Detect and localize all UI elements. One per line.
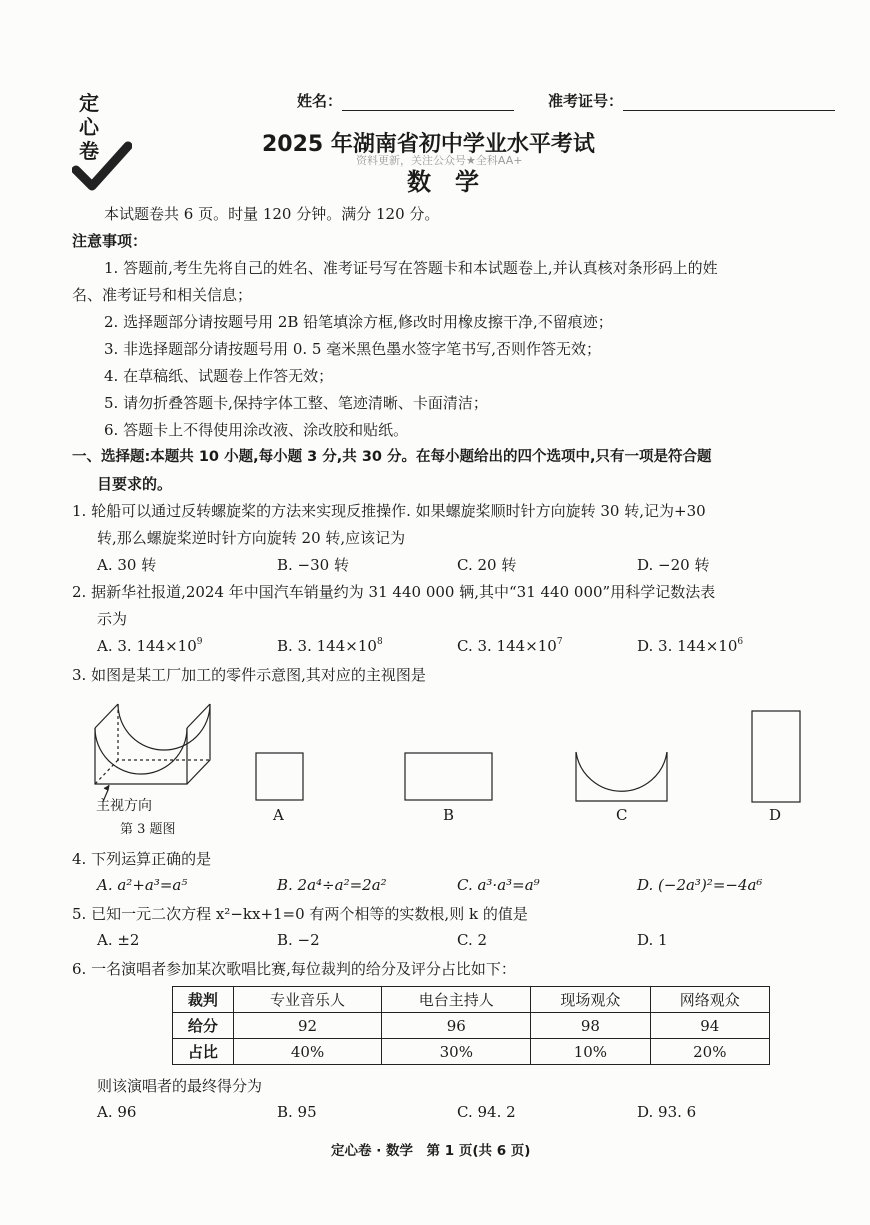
- table-cell: 占比: [173, 1039, 234, 1065]
- option-text: A. 3. 144×10: [97, 637, 197, 655]
- direction-label: 主视方向: [96, 798, 152, 814]
- name-label: 姓名：: [297, 92, 343, 110]
- table-cell: 98: [531, 1013, 650, 1039]
- option-b[interactable]: B. 95: [277, 1103, 317, 1121]
- table-cell: 20%: [650, 1039, 769, 1065]
- question-2-cont: 示为: [97, 610, 128, 628]
- option-d[interactable]: [637, 637, 743, 655]
- watermark: 资料更新，关注公众号★全科AA+: [356, 154, 523, 167]
- name-field[interactable]: [297, 90, 514, 111]
- figure-option-c[interactable]: C: [616, 806, 628, 824]
- option-d[interactable]: D. 1: [637, 931, 668, 949]
- table-cell: 92: [233, 1013, 382, 1039]
- option-exponent: 9: [196, 637, 203, 647]
- notes-title: 注意事项：: [72, 232, 148, 250]
- option-c[interactable]: [457, 637, 563, 655]
- figure-option-b[interactable]: B: [443, 806, 455, 824]
- option-text: D. 3. 144×10: [637, 637, 738, 655]
- view-option-b-rectangle: [404, 752, 494, 802]
- table-header-row: [173, 987, 770, 1013]
- page-footer: 定心卷 · 数学 第 1 页(共 6 页): [331, 1143, 531, 1159]
- option-c[interactable]: C. 2: [457, 931, 488, 949]
- table-cell: 94: [650, 1013, 769, 1039]
- option-b[interactable]: B. −2: [277, 931, 320, 949]
- section-heading-cont: 目要求的。: [97, 475, 173, 493]
- part-3d-figure: [90, 692, 230, 802]
- table-header-cell: 电台主持人: [382, 987, 531, 1013]
- option-a[interactable]: A. 30 转: [97, 556, 157, 574]
- option-b[interactable]: B. 2a⁴÷a²=2a²: [277, 876, 387, 894]
- figure-option-d[interactable]: D: [769, 806, 782, 824]
- option-a[interactable]: A. ±2: [97, 931, 140, 949]
- note-item: 3. 非选择题部分请按题号用 0. 5 毫米黑色墨水签字笔书写,否则作答无效；: [104, 340, 602, 358]
- option-c[interactable]: C. 94. 2: [457, 1103, 516, 1121]
- stamp-char: 卷: [79, 139, 99, 163]
- option-c[interactable]: C. 20 转: [457, 556, 517, 574]
- exam-title: 2025 年湖南省初中学业水平考试: [262, 132, 595, 157]
- table-header-cell: 裁判: [173, 987, 234, 1013]
- view-option-d-tall-rectangle: [751, 710, 803, 804]
- id-label: 准考证号：: [548, 92, 624, 110]
- question-2: 2. 据新华社报道,2024 年中国汽车销量约为 31 440 000 辆,其中“31 440 000”用科学记数法表: [72, 583, 716, 601]
- view-option-c-arc: [574, 750, 670, 804]
- option-text: C. 3. 144×10: [457, 637, 557, 655]
- option-d[interactable]: D. 93. 6: [637, 1103, 697, 1121]
- note-item: 名、准考证号和相关信息；: [72, 286, 253, 304]
- table-header-cell: 专业音乐人: [233, 987, 382, 1013]
- subject-title: 数 学: [407, 168, 479, 196]
- question-6-cont: 则该演唱者的最终得分为: [97, 1077, 263, 1095]
- table-header-cell: 网络观众: [650, 987, 769, 1013]
- option-text: B. 3. 144×10: [277, 637, 377, 655]
- question-3: 3. 如图是某工厂加工的零件示意图,其对应的主视图是: [72, 666, 426, 684]
- note-item: 2. 选择题部分请按题号用 2B 铅笔填涂方框,修改时用橡皮擦干净,不留痕迹；: [104, 313, 613, 331]
- option-a[interactable]: [97, 637, 202, 655]
- question-4: 4. 下列运算正确的是: [72, 850, 212, 868]
- note-item: 4. 在草稿纸、试题卷上作答无效；: [104, 367, 334, 385]
- option-d[interactable]: D. (−2a³)²=−4a⁶: [637, 876, 763, 894]
- table-cell: 给分: [173, 1013, 234, 1039]
- intro: 本试题卷共 6 页。时量 120 分钟。满分 120 分。: [104, 205, 440, 223]
- id-field[interactable]: [548, 90, 835, 111]
- note-item: 6. 答题卡上不得使用涂改液、涂改胶和贴纸。: [104, 421, 409, 439]
- option-d[interactable]: D. −20 转: [637, 556, 710, 574]
- option-b[interactable]: [277, 637, 383, 655]
- stamp-char: 心: [79, 115, 99, 139]
- question-1: 1. 轮船可以通过反转螺旋桨的方法来实现反推操作. 如果螺旋桨顺时针方向旋转 30 转,记为+30: [72, 502, 706, 520]
- figure-option-a[interactable]: A: [273, 806, 284, 824]
- stamp-char: 定: [79, 91, 99, 115]
- table-cell: 40%: [233, 1039, 382, 1065]
- table-cell: 10%: [531, 1039, 650, 1065]
- note-item: 5. 请勿折叠答题卡,保持字体工整、笔迹清晰、卡面清洁；: [104, 394, 488, 412]
- option-exponent: 6: [737, 637, 744, 647]
- option-a[interactable]: A. 96: [97, 1103, 137, 1121]
- view-option-a-square: [255, 752, 305, 802]
- note-item: 1. 答题前,考生先将自己的姓名、准考证号写在答题卡和本试题卷上,并认真核对条形码上的姓: [104, 259, 718, 277]
- option-c[interactable]: C. a³·a³=a⁹: [457, 876, 540, 894]
- option-exponent: 7: [556, 637, 563, 647]
- checkmark-icon: [72, 140, 132, 192]
- table-row: [173, 1013, 770, 1039]
- section-heading: 一、选择题:本题共 10 小题,每小题 3 分,共 30 分。在每小题给出的四个选项中,只有一项是符合题: [72, 449, 712, 465]
- table-cell: 30%: [382, 1039, 531, 1065]
- table-header-cell: 现场观众: [531, 987, 650, 1013]
- figure-caption: 第 3 题图: [120, 822, 176, 837]
- score-table: [172, 986, 770, 1065]
- table-cell: 96: [382, 1013, 531, 1039]
- option-a[interactable]: A. a²+a³=a⁵: [97, 876, 188, 894]
- question-6: 6. 一名演唱者参加某次歌唱比赛,每位裁判的给分及评分占比如下：: [72, 960, 516, 978]
- option-exponent: 8: [376, 637, 383, 647]
- table-row: [173, 1039, 770, 1065]
- question-5: 5. 已知一元二次方程 x²−kx+1=0 有两个相等的实数根,则 k 的值是: [72, 905, 528, 923]
- question-1-cont: 转,那么螺旋桨逆时针方向旋转 20 转,应该记为: [97, 529, 406, 547]
- option-b[interactable]: B. −30 转: [277, 556, 349, 574]
